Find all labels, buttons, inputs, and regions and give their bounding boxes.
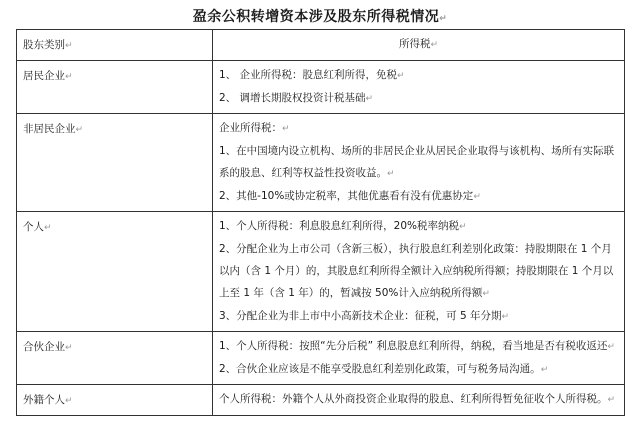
row-category: 合伙企业↵ <box>17 332 213 385</box>
table-row <box>17 114 625 212</box>
row-category: 非居民企业↵ <box>17 114 213 212</box>
row-content: 1、个人所得税：按照“先分后税” 利息股息红利所得，纳税，看当地是否有税收返还↵ 2、合伙企业应该是不能享受股息红利差别化政策，可与税务局沟通。↵ <box>213 332 625 385</box>
table-row <box>17 61 625 114</box>
header-income-tax: 所得税↵ <box>213 30 625 61</box>
row-category: 外籍个人↵ <box>17 385 213 416</box>
paragraph-mark: ↵ <box>439 14 448 24</box>
row-content: 个人所得税：外籍个人从外商投资企业取得的股息、红利所得暂免征收个人所得税。↵ <box>213 385 625 416</box>
row-content: 1、个人所得税：利息股息红利所得，20%税率纳税↵ 2、分配企业为上市公司（含新三板），执行股息红利差别化政策：持股期限在 1 个月以内（含 1 个月）的，其股息红利所得全额计入应纳税所得额；持股期限在 1 个月以上至 1 年（含 1 年）的，暂减按 50%计入应纳税所得额↵ 3、分配企业为非上市中小高新技术企业：征税，可 5 年分期↵ <box>213 212 625 332</box>
table-row <box>17 212 625 332</box>
row-category: 个人↵ <box>17 212 213 332</box>
row-content: 1、 企业所得税：股息红利所得，免税↵ 2、 调增长期股权投资计税基础↵ <box>213 61 625 114</box>
table-row <box>17 332 625 385</box>
table-row <box>17 385 625 416</box>
tax-table <box>16 29 625 416</box>
header-category: 股东类别↵ <box>17 30 213 61</box>
table-header-row <box>17 30 625 61</box>
row-category: 居民企业↵ <box>17 61 213 114</box>
page-title: 盈余公积转增资本涉及股东所得税情况↵ <box>192 9 448 25</box>
row-content: 企业所得税：↵ 1、在中国境内设立机构、场所的非居民企业从居民企业取得与该机构、场所有实际联系的股息、红利等权益性投资收益。↵ 2、其他-10%或协定税率，其他优惠看有没有优惠协定↵ <box>213 114 625 212</box>
